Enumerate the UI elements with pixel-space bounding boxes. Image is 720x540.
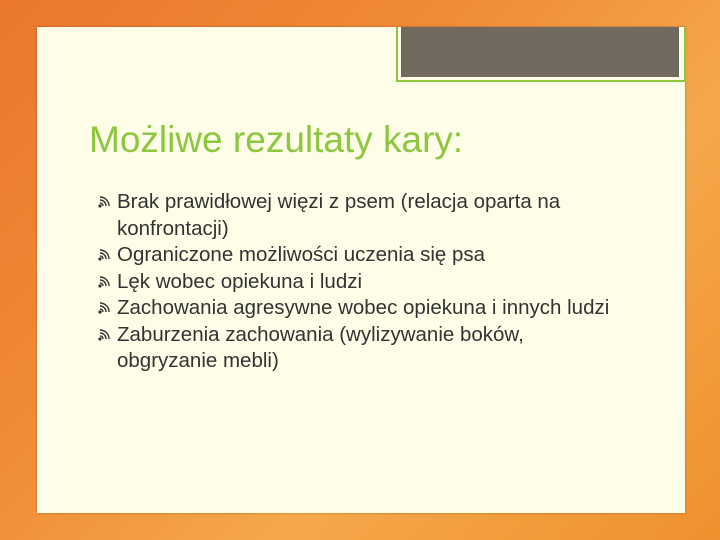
bullet-text: Brak prawidłowej więzi z psem (relacja oparta na konfrontacji) [117, 190, 561, 240]
signal-wave-icon [98, 329, 114, 341]
signal-wave-icon [98, 302, 114, 314]
signal-wave-icon [98, 276, 114, 288]
list-item [98, 189, 618, 242]
bullet-text: Ograniczone możliwości uczenia się psa [117, 243, 486, 266]
slide-title: Możliwe rezultaty kary: [89, 119, 464, 160]
signal-wave-icon [98, 196, 114, 208]
bullet-text: Zachowania agresywne wobec opiekuna i innych ludzi [117, 296, 610, 319]
list-item [98, 269, 618, 296]
list-item [98, 322, 618, 375]
bullet-list [98, 189, 618, 375]
bullet-text: Lęk wobec opiekuna i ludzi [117, 269, 363, 293]
list-item [98, 295, 618, 322]
bullet-text: Zaburzenia zachowania (wylizywanie boków, obgryzanie mebli) [117, 322, 524, 372]
header-block [401, 27, 679, 77]
slide [37, 27, 685, 513]
signal-wave-icon [98, 249, 114, 261]
list-item [98, 242, 618, 269]
